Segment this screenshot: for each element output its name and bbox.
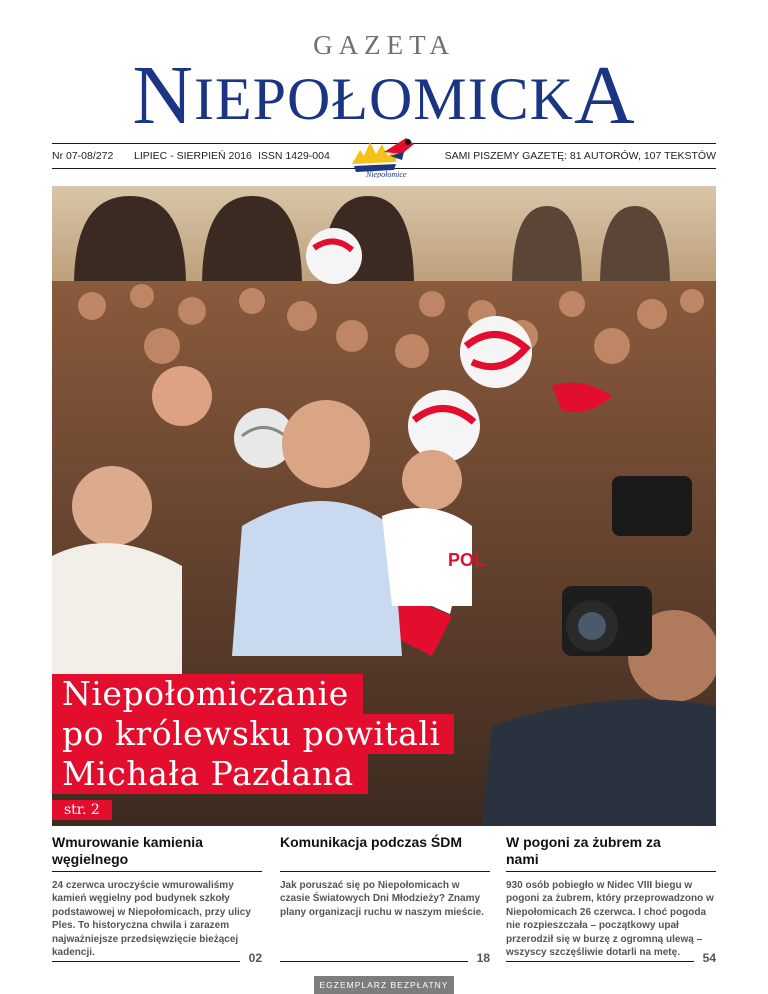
issue-date: LIPIEC - SIERPIEŃ 2016	[134, 150, 252, 162]
headline-page-ref[interactable]: str. 2	[52, 800, 112, 820]
teaser-body: 24 czerwca uroczyście wmurowaliśmy kamień węgielny pod budynek szkoły podstawowej w Niepołomicach, przy ulicy Ples. To historyczna chwila i zarazem najważniejsze przedsięwzięcie bieżącej kadencji.	[52, 880, 251, 959]
teaser[interactable]	[52, 834, 262, 965]
issue-number: Nr 07-08/272	[52, 150, 114, 162]
teaser-rule	[280, 871, 490, 872]
niepolomice-logo-icon	[344, 130, 424, 178]
teaser-footer	[52, 950, 262, 965]
paper-name-middle: IEPOŁOMICK	[194, 66, 574, 132]
paper-name	[0, 49, 768, 142]
teaser-page-number: 02	[248, 951, 262, 965]
masthead-kicker: GAZETA	[313, 30, 455, 60]
paper-name-final: A	[574, 49, 636, 142]
teaser-page-number: 18	[476, 951, 490, 965]
football-icon	[460, 316, 532, 388]
teaser-body: 930 osób pobiegło w Nidec VIII biegu w pogoni za żubrem, który przeprowadzono w Niepołomicach 26 czerwca. I choć pogoda nie rozpieszczała – początkowy upał przerodził się w burzę z ogromną ulewą – wszyscy szczęśliwie dotarli na metę.	[506, 880, 714, 959]
teaser[interactable]	[506, 834, 716, 965]
cover-photo	[52, 186, 716, 826]
football-icon	[306, 228, 362, 284]
cover-headline	[52, 674, 454, 820]
teaser-rule	[506, 871, 716, 872]
authors-claim: SAMI PISZEMY GAZETĘ: 81 AUTORÓW, 107 TEKSTÓW	[444, 150, 716, 162]
football-icon	[408, 390, 480, 462]
teaser-footer-rule	[52, 961, 240, 962]
masthead	[0, 0, 768, 180]
teaser-footer	[506, 950, 716, 965]
headline-line: Niepołomiczanie	[52, 674, 363, 714]
shirt-text: POL	[448, 550, 486, 570]
teaser-rule	[52, 871, 262, 872]
teaser-footer-rule	[506, 961, 694, 962]
teaser[interactable]	[280, 834, 490, 965]
teaser-body: Jak poruszać się po Niepołomicach w czasie Światowych Dni Młodzieży? Znamy plany organizacji ruchu w naszym mieście.	[280, 880, 484, 918]
teaser-footer-rule	[280, 961, 468, 962]
headline-line: po królewsku powitali	[52, 714, 454, 754]
free-copy-badge: EGZEMPLARZ BEZPŁATNY	[314, 976, 454, 994]
issn: ISSN 1429-004	[258, 150, 330, 162]
headline-line: Michała Pazdana	[52, 754, 368, 794]
teaser-title: Komunikacja podczas ŚDM	[280, 834, 463, 850]
teaser-title: Wmurowanie kamienia węgielnego	[52, 834, 203, 867]
logo-text: Niepołomice	[366, 170, 407, 178]
teaser-footer	[280, 950, 490, 965]
teaser-title: W pogoni za żubrem za nami	[506, 834, 661, 867]
paper-name-initial: N	[132, 49, 194, 142]
teaser-page-number: 54	[702, 951, 716, 965]
